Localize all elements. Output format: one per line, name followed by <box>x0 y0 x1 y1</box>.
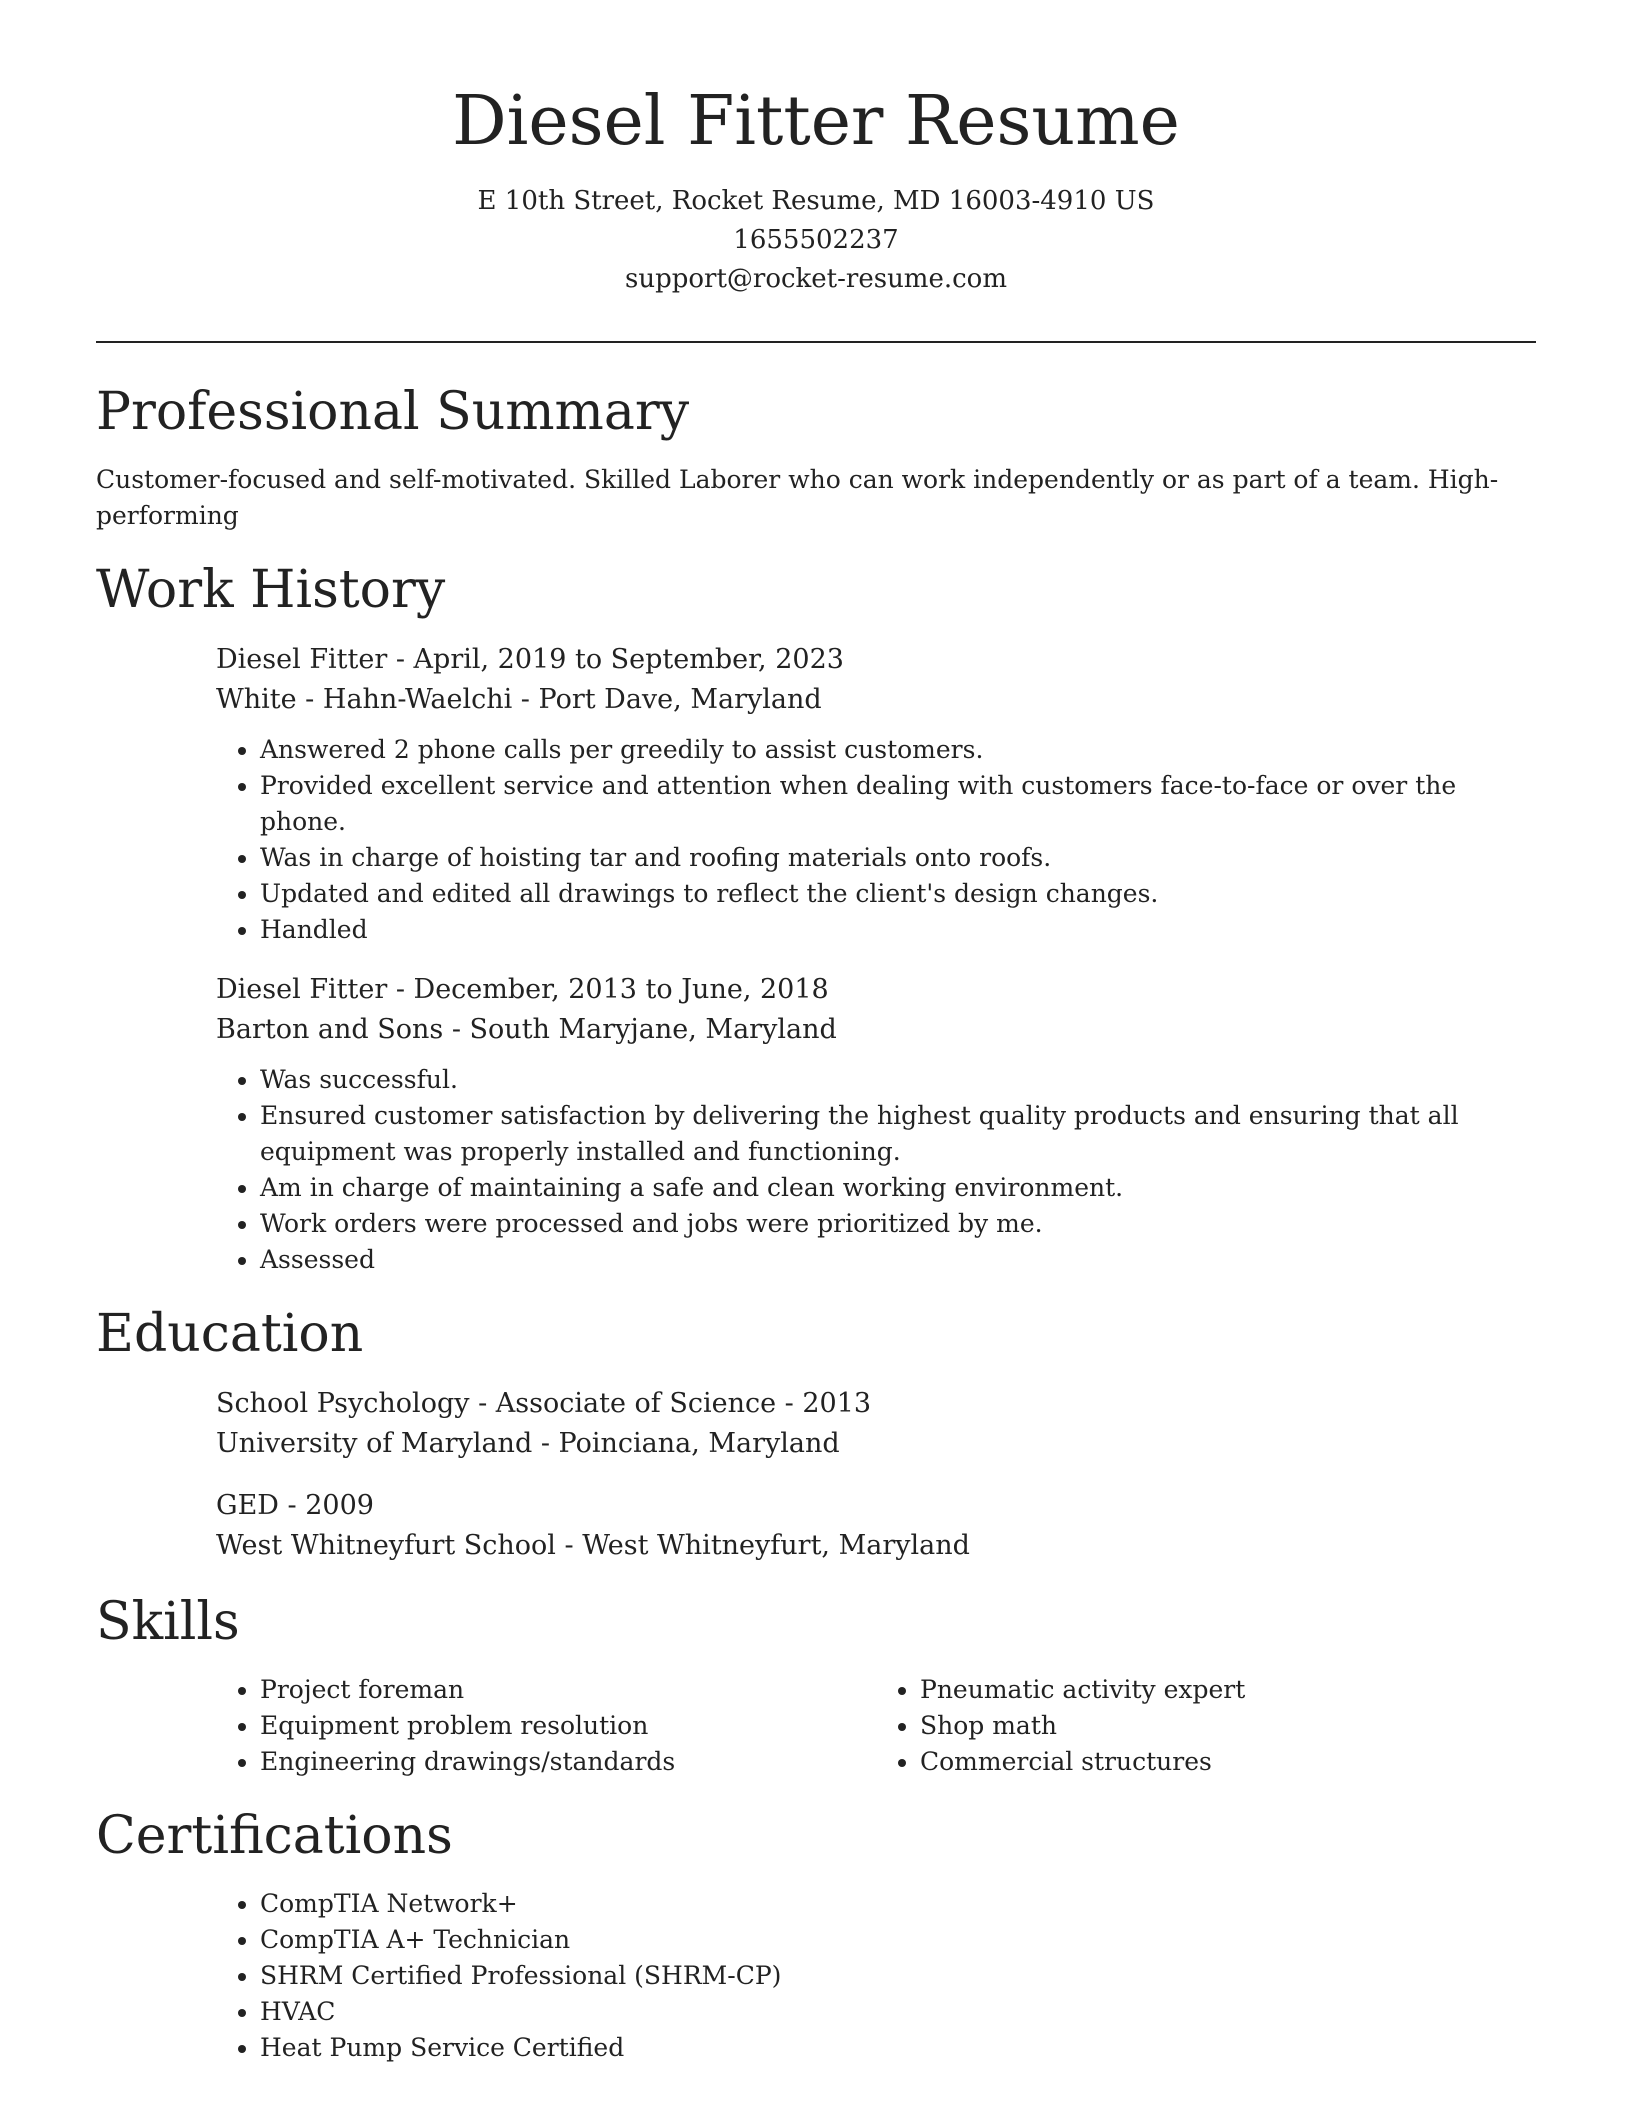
phone: 1655502237 <box>733 225 899 255</box>
list-item: • Engineering drawings/standards <box>260 1744 876 1780</box>
degree-line: School Psychology - Associate of Science - 2013 <box>216 1388 872 1419</box>
header-divider <box>96 341 1536 343</box>
list-item: • Answered 2 phone calls per greedily to assist customers. <box>260 732 1536 768</box>
list-item: • Handled <box>260 912 1536 948</box>
skills-list-left <box>216 1672 876 1780</box>
resume-title: Diesel Fitter Resume <box>452 82 1180 161</box>
list-item: • Was in charge of hoisting tar and roofing materials onto roofs. <box>260 840 1536 876</box>
summary-title: Professional Summary <box>96 382 690 442</box>
school-line: University of Maryland - Poinciana, Maryland <box>216 1428 840 1459</box>
degree-line: GED - 2009 <box>216 1490 374 1521</box>
list-item: • HVAC <box>260 1994 1536 2030</box>
school-line: West Whitneyfurt School - West Whitneyfurt, Maryland <box>216 1530 970 1561</box>
work-history-section <box>96 558 1536 1278</box>
skills-list-right <box>876 1672 1536 1780</box>
work-history-title: Work History <box>96 560 446 620</box>
skills-section <box>96 1590 1536 1780</box>
list-item: • Commercial structures <box>920 1744 1536 1780</box>
education-entry <box>216 1384 1536 1464</box>
resume-header <box>0 80 1632 299</box>
address: E 10th Street, Rocket Resume, MD 16003-4910 US <box>477 186 1155 216</box>
list-item: • Heat Pump Service Certified <box>260 2030 1536 2066</box>
resume-content <box>96 380 1536 2090</box>
education-title: Education <box>96 1304 364 1364</box>
job-employer: Barton and Sons - South Maryjane, Maryland <box>216 1014 837 1045</box>
summary-section <box>96 380 1536 534</box>
job-entry <box>216 970 1536 1278</box>
job-employer: White - Hahn-Waelchi - Port Dave, Maryland <box>216 684 822 715</box>
education-section <box>96 1302 1536 1566</box>
list-item: • Work orders were processed and jobs were prioritized by me. <box>260 1206 1536 1242</box>
list-item: • SHRM Certified Professional (SHRM-CP) <box>260 1958 1536 1994</box>
list-item: • Shop math <box>920 1708 1536 1744</box>
list-item: • CompTIA A+ Technician <box>260 1922 1536 1958</box>
list-item: • Pneumatic activity expert <box>920 1672 1536 1708</box>
skills-title: Skills <box>96 1592 240 1652</box>
list-item: • Equipment problem resolution <box>260 1708 876 1744</box>
list-item: • CompTIA Network+ <box>260 1886 1536 1922</box>
list-item: • Am in charge of maintaining a safe and clean working environment. <box>260 1170 1536 1206</box>
summary-text: Customer-focused and self-motivated. Skilled Laborer who can work independently or as part of a team. High-performing <box>96 465 1499 530</box>
education-entry <box>216 1486 1536 1566</box>
job-entry <box>216 640 1536 948</box>
job-duties <box>216 1062 1536 1278</box>
email: support@rocket-resume.com <box>624 264 1007 294</box>
job-title-dates: Diesel Fitter - April, 2019 to September, 2023 <box>216 644 844 675</box>
certifications-section <box>96 1804 1536 2066</box>
job-title-dates: Diesel Fitter - December, 2013 to June, 2018 <box>216 974 829 1005</box>
list-item: • Project foreman <box>260 1672 876 1708</box>
list-item: • Updated and edited all drawings to reflect the client's design changes. <box>260 876 1536 912</box>
list-item: • Assessed <box>260 1242 1536 1278</box>
certifications-list <box>216 1886 1536 2066</box>
list-item: • Ensured customer satisfaction by delivering the highest quality products and ensuring that all equipment was properly installed and functioning. <box>260 1098 1536 1170</box>
list-item: • Was successful. <box>260 1062 1536 1098</box>
list-item: • Provided excellent service and attention when dealing with customers face-to-face or over the phone. <box>260 768 1536 840</box>
certifications-title: Certifications <box>96 1806 453 1866</box>
job-duties <box>216 732 1536 948</box>
